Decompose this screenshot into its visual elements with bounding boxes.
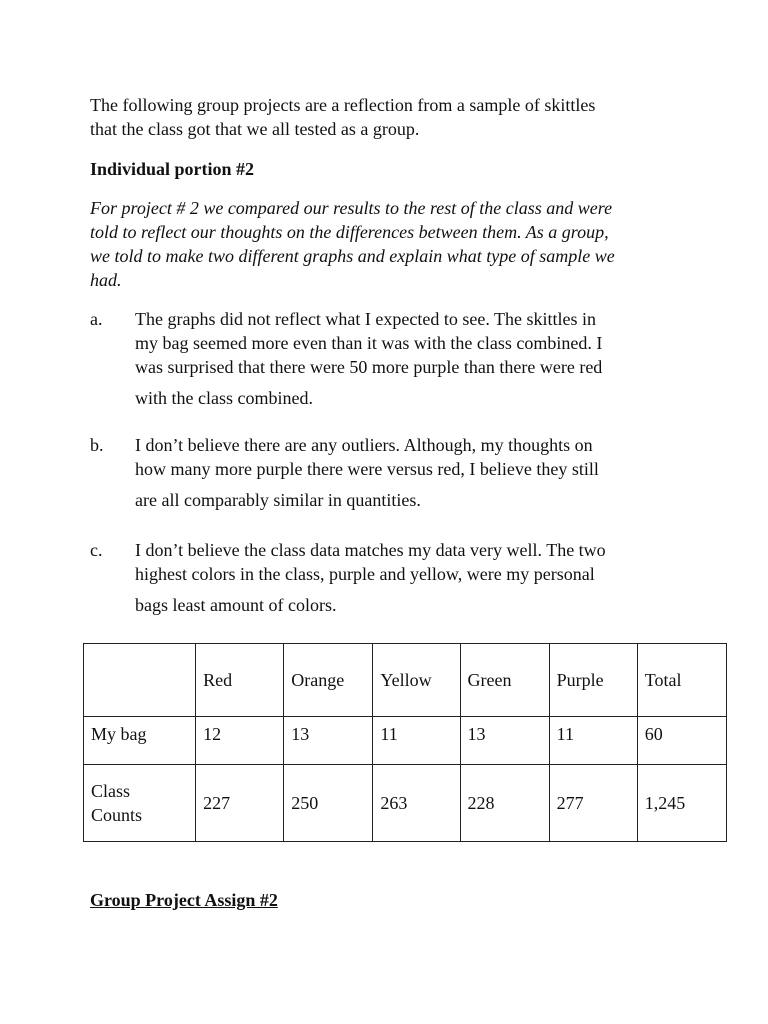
list-item-text [135,433,675,512]
table-cell: 12 [196,717,284,765]
table-row [84,765,727,842]
instructions-line: we told to make two different graphs and explain what type of sample we [90,246,615,266]
instructions-line: For project # 2 we compared our results to the rest of the class and were [90,198,613,218]
table-row-label-line: Counts [91,805,143,825]
table-header-cell: Purple [549,644,637,717]
table-row-label-line: Class [91,781,131,801]
instructions-paragraph [90,196,690,292]
skittles-data-table [83,643,727,842]
table-cell: 227 [196,765,284,842]
table-cell: 60 [637,717,726,765]
table-cell: 11 [549,717,637,765]
intro-paragraph [90,93,700,141]
list-item-line: was surprised that there were 50 more purple than there were red [135,357,603,377]
instructions-line: had. [90,270,122,290]
table-header-cell: Red [196,644,284,717]
table-cell: 263 [373,765,460,842]
list-item-line: how many more purple there were versus red, I believe they still [135,459,599,479]
table-cell: 250 [284,765,373,842]
list-marker: c. [90,540,103,560]
table-row-label: My bag [84,717,196,765]
table-header-cell: Yellow [373,644,460,717]
table-cell: 228 [460,765,549,842]
instructions-line: told to reflect our thoughts on the differences between them. As a group, [90,222,609,242]
group-project-heading: Group Project Assign #2 [90,890,278,910]
list-item-line: I don’t believe there are any outliers. Although, my thoughts on [135,435,593,455]
list-marker: b. [90,435,104,455]
intro-line: that the class got that we all tested as a group. [90,119,420,139]
table-cell: 277 [549,765,637,842]
table-cell: 13 [460,717,549,765]
table-header-cell: Total [637,644,726,717]
table-cell: 1,245 [637,765,726,842]
table-cell: 11 [373,717,460,765]
list-item-line: my bag seemed more even than it was with the class combined. I [135,333,603,353]
table-row-label [84,765,196,842]
list-item-line: bags least amount of colors. [135,595,337,615]
table-row [84,717,727,765]
table-cell: 13 [284,717,373,765]
table-header-row [84,644,727,717]
list-item-line: are all comparably similar in quantities. [135,490,421,510]
list-item-line: with the class combined. [135,388,313,408]
list-item-line: The graphs did not reflect what I expected to see. The skittles in [135,309,597,329]
individual-portion-heading: Individual portion #2 [90,159,255,179]
list-item-text [135,307,675,410]
list-item-line: highest colors in the class, purple and yellow, were my personal [135,564,595,584]
table-header-cell: Orange [284,644,373,717]
table-header-cell: Green [460,644,549,717]
table-header-cell [84,644,196,717]
list-marker: a. [90,309,103,329]
list-item-text [135,538,675,617]
intro-line: The following group projects are a reflection from a sample of skittles [90,95,596,115]
list-item-line: I don’t believe the class data matches my data very well. The two [135,540,606,560]
